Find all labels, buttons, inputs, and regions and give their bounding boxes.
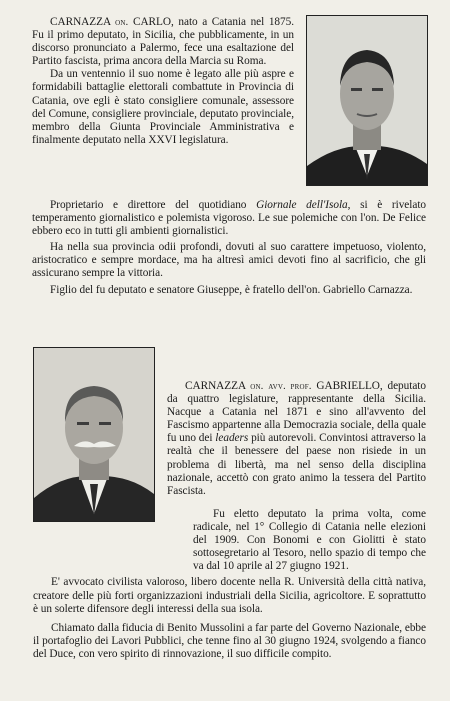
bio1-paragraphs [32, 16, 294, 147]
bio2-intro [167, 380, 426, 498]
bio1-intro [32, 16, 294, 68]
bio1-p3-b: , si è rivelato temperamento giornalistico e polemista vigoroso. Le sue polemiche con l'on. De Felice ebbero eco in tutti gli ambienti giornalistici. [32, 199, 427, 238]
bio2-titles: on. avv. prof. [250, 381, 312, 392]
bio2-paragraphs-full [33, 508, 426, 661]
bio2-intro-a: GABRIELLO, deputato da quattro legislature, rappresentante della Sicilia. Nacque a Catania nel 1871 e sino all'avvento del Fascismo appartenne alla Democrazia sociale, della quale fu uno dei [167, 380, 426, 445]
bio2-intro-italic: leaders [215, 432, 249, 445]
bio1-paragraph-2: Da un ventennio il suo nome è legato alle più aspre e formidabili battaglie elettorali combattute in Provincia di Catania, ove egli è stato consigliere comunale, assessore del Comune, consigliere provinciale, deputato provinciale, membro della Giunta Provinciale Amministrativa e finalmente deputato nella XXVI legislatura. [32, 68, 294, 146]
bio1-surname: CARNAZZA [50, 16, 111, 28]
bio2-paragraph-2: Fu eletto deputato la prima volta, come radicale, nel 1° Collegio di Catania nelle elezioni del 1909. Con Bonomi e con Giolitti è stato sottosegretario al Tesoro, nello spazio di tempo che va dal 10 aprile al 27 giugno 1921. [193, 508, 426, 573]
bio1-paragraph-3 [32, 199, 426, 238]
bio1-p3-a: Proprietario e direttore del quotidiano [50, 199, 257, 211]
bio1-intro-text: CARLO, nato a Catania nel 1875. Fu il primo deputato, in Sicilia, che pubblicamente, in un discorso pronunciato a Palermo, fece una esaltazione del Partito fascista, prima ancora della Marcia su Roma. [32, 16, 295, 68]
bio2-surname: CARNAZZA [185, 380, 246, 392]
bio1-paragraph-4: Ha nella sua provincia odii profondi, dovuti al suo carattere impetuoso, violento, aristocratico e sempre mordace, ma ha altresì amici devoti fino al sacrificio, che gli assicurano sempre la vittoria. [32, 241, 426, 280]
bio2-paragraph-3: E' avvocato civilista valoroso, libero docente nella R. Università della città nativa, creatore delle più forti organizzazioni industriali della Sicilia, agricoltore. E soprattutto è un solerte difensore degli interessi della sua isola. [33, 576, 426, 615]
portrait-carlo-carnazza [306, 15, 428, 186]
bio1-titles: on. [115, 17, 129, 28]
newspaper-title: Giornale dell'Isola [256, 199, 348, 211]
bio2-intro-column [167, 380, 426, 498]
bio1-paragraphs-full [32, 199, 426, 297]
bio2-intro-b: più autorevoli. Convintosi attraverso la realtà che il benessere del paese non risiede in un problema di libertà, ma nel senso della disciplina nazionale, accettò con grato animo la tessera del Partito Fascista. [167, 432, 426, 497]
bio1-paragraph-5: Figlio del fu deputato e senatore Giuseppe, è fratello dell'on. Gabriello Carnazza. [50, 283, 413, 296]
bio2-paragraph-4: Chiamato dalla fiducia di Benito Mussolini a far parte del Governo Nazionale, ebbe il portafoglio dei Lavori Pubblici, che tenne fino al 30 giugno 1924, svolgendo a fianco del Duce, con vero spirito di rinnovazione, il suo difficile compito. [33, 621, 426, 660]
portrait-gabriello-carnazza [33, 347, 155, 522]
